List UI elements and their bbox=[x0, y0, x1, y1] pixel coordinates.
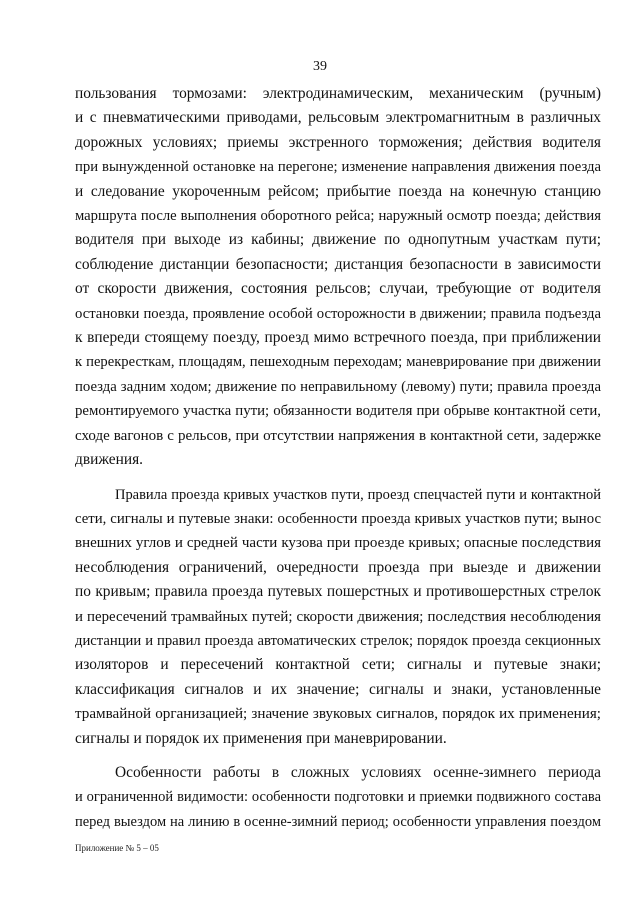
text-line: водителя при выходе из кабины; движение по однопутным участкам пути; bbox=[75, 231, 601, 249]
text-line: к перекресткам, площадям, пешеходным переходам; маневрирование при движении bbox=[75, 354, 601, 371]
text-line: сигналы и порядок их применения при маневрировании. bbox=[75, 729, 447, 747]
text-line: сети, сигналы и путевые знаки: особенности проезда кривых участков пути; вынос bbox=[75, 510, 601, 527]
text-line: и ограниченной видимости: особенности подготовки и приемки подвижного состава bbox=[75, 789, 601, 806]
page-number: 39 bbox=[313, 59, 327, 74]
body-text bbox=[75, 82, 601, 834]
text-line: сходе вагонов с рельсов, при отсутствии напряжения в контактной сети, задержке bbox=[75, 427, 601, 444]
text-line: Особенности работы в сложных условиях осенне-зимнего периода bbox=[115, 763, 601, 781]
text-line: при вынужденной остановке на перегоне; изменение направления движения поезда bbox=[75, 159, 601, 176]
text-line: дорожных условиях; приемы экстренного торможения; действия водителя bbox=[75, 133, 601, 151]
paragraph-curves-and-signals bbox=[75, 483, 601, 751]
text-line: классификация сигналов и их значение; сигналы и знаки, установленные bbox=[75, 680, 601, 698]
text-line: Правила проезда кривых участков пути, проезд спецчастей пути и контактной bbox=[115, 486, 601, 503]
text-line: маршрута после выполнения оборотного рейса; наружный осмотр поезда; действия bbox=[75, 208, 601, 225]
text-line: движения. bbox=[75, 451, 143, 469]
footer-note: Приложение № 5 – 05 bbox=[75, 843, 159, 853]
text-line: поезда задним ходом; движение по неправильному (левому) пути; правила проезда bbox=[75, 378, 601, 395]
text-line: к впереди стоящему поезду, проезд мимо встречного поезда, при приближении bbox=[75, 329, 601, 347]
text-line: перед выездом на линию в осенне-зимний период; особенности управления поездом bbox=[75, 813, 601, 830]
text-line: от скорости движения, состояния рельсов; случаи, требующие от водителя bbox=[75, 280, 601, 298]
text-line: несоблюдения ограничений, очередности проезда при выезде и движении bbox=[75, 558, 601, 576]
text-line: и пересечений трамвайных путей; скорости движения; последствия несоблюдения bbox=[75, 608, 601, 625]
text-line: ремонтируемого участка пути; обязанности водителя при обрыве контактной сети, bbox=[75, 403, 601, 420]
text-line: соблюдение дистанции безопасности; дистанция безопасности в зависимости bbox=[75, 255, 601, 273]
text-line: внешних углов и средней части кузова при проезде кривых; опасные последствия bbox=[75, 535, 601, 552]
text-line: дистанции и правил проезда автоматических стрелок; порядок проезда секционных bbox=[75, 632, 601, 649]
text-line: трамвайной организацией; значение звуковых сигналов, порядок их применения; bbox=[75, 706, 601, 723]
text-line: и следование укороченным рейсом; прибытие поезда на конечную станцию bbox=[75, 182, 601, 200]
text-line: изоляторов и пересечений контактной сети; сигналы и путевые знаки; bbox=[75, 656, 601, 674]
paragraph-braking-and-movement bbox=[75, 82, 601, 473]
text-line: по кривым; правила проезда путевых пошерстных и противошерстных стрелок bbox=[75, 583, 601, 601]
text-line: пользования тормозами: электродинамическим, механическим (ручным) bbox=[75, 85, 601, 102]
text-line: и с пневматическими приводами, рельсовым электромагнитным в различных bbox=[75, 109, 601, 127]
text-line: остановки поезда, проявление особой осторожности в движении; правила подъезда bbox=[75, 305, 601, 322]
paragraph-winter-conditions bbox=[75, 761, 601, 834]
